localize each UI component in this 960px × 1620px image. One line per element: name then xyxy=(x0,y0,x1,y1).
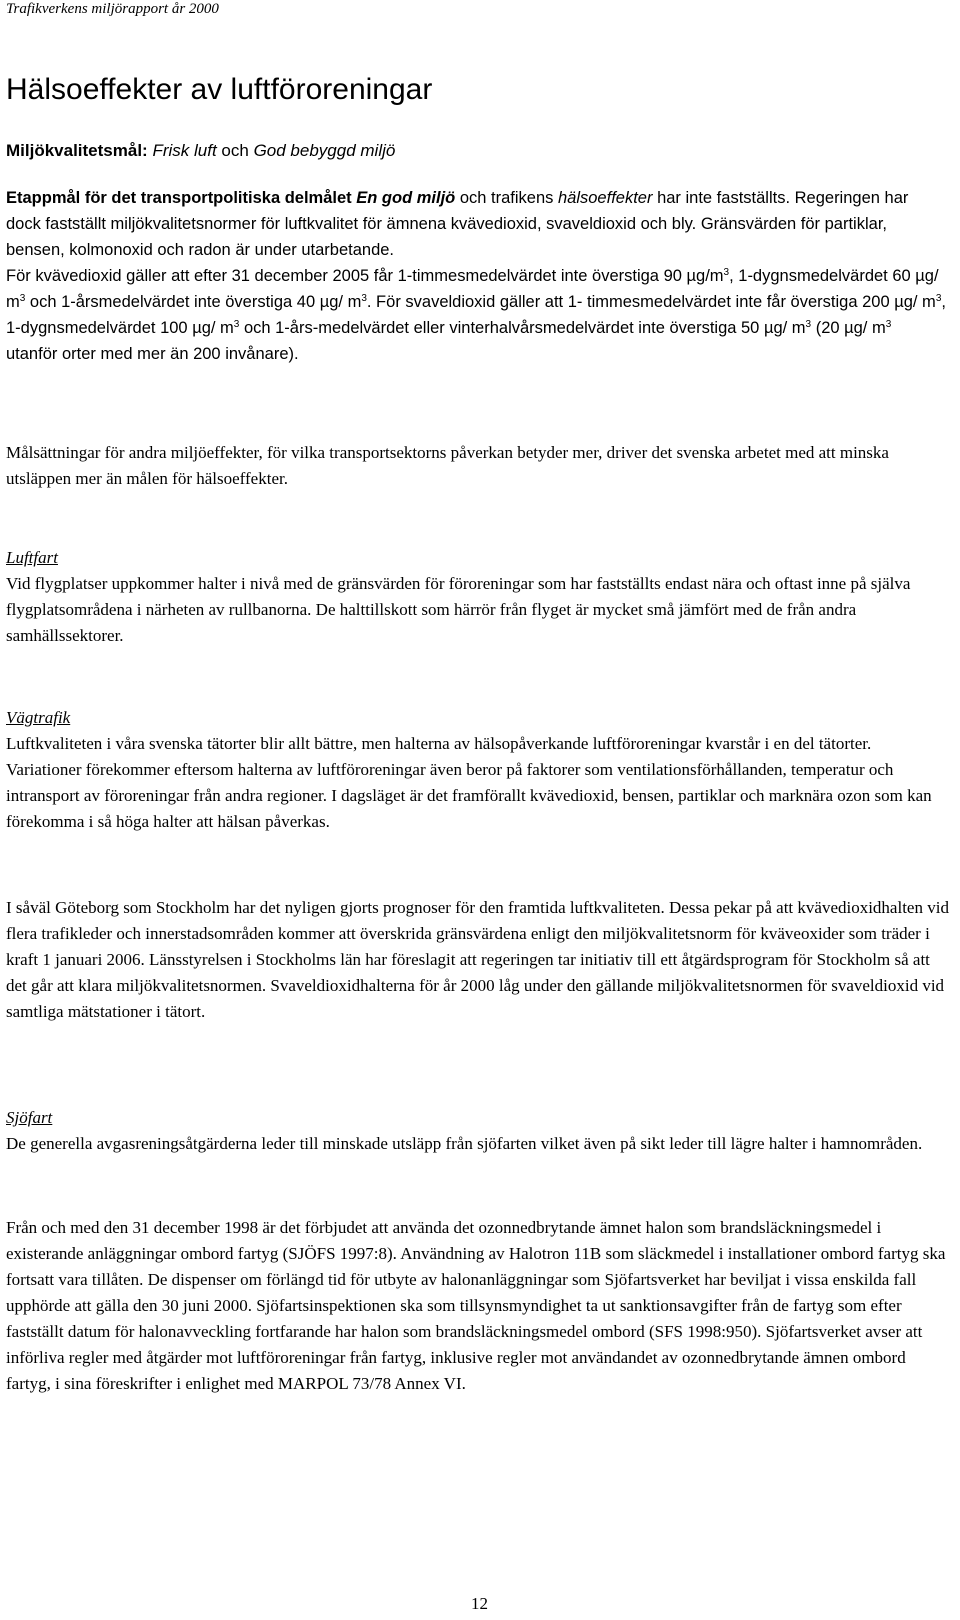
sup-3: 3 xyxy=(935,293,942,304)
limit-text-a: För kvävedioxid gäller att efter 31 december 2005 får 1-timmesmedelvärdet inte överstiga 90 µg/m xyxy=(6,267,724,285)
goal-and: och xyxy=(221,141,249,160)
section-sjofart xyxy=(6,1105,950,1157)
limit-text-c: och 1-årsmedelvärdet inte överstiga 40 µg/ m xyxy=(25,293,362,311)
intro-paragraph-2 xyxy=(6,263,946,367)
sup-3: 3 xyxy=(361,293,367,304)
intro-em-halsoeffekter: hälsoeffekter xyxy=(557,189,653,207)
document-page xyxy=(6,0,954,1620)
limit-text-d: . För svaveldioxid gäller att 1- timmesmedelvärdet inte får överstiga 200 µg/ m xyxy=(366,293,936,311)
intro-em-god-miljo: En god miljö xyxy=(356,189,456,207)
vagtrafik-paragraph-1: Luftkvaliteten i våra svenska tätorter blir allt bättre, men halterna av hälsopåverkande luftföroreningar kvarstår i en del tätorter. Variationer förekommer eftersom halterna av luftföroreningar även beror på faktorer som ventilationsförhållanden, temperatur och intransport av föroreningar från andra regioner. I dagsläget är det framförallt kvävedioxid, bensen, partiklar och marknära ozon som kan förekomma i så höga halter att hälsan påverkas. xyxy=(6,734,932,831)
page-title: Hälsoeffekter av luftföroreningar xyxy=(6,73,433,106)
sup-3: 3 xyxy=(233,319,240,330)
limit-text-f: och 1-års-medelvärdet eller vinterhalvårsmedelvärdet inte överstiga 50 µg/ m xyxy=(239,319,806,337)
intro-bold-label: Etappmål för det transportpolitiska delmålet xyxy=(6,189,352,207)
goal-god-bebyggd-miljo: God bebyggd miljö xyxy=(253,141,396,160)
goal-label: Miljökvalitetsmål: xyxy=(6,141,148,160)
page-number: 12 xyxy=(471,1594,488,1613)
heading-vagtrafik: Vägtrafik xyxy=(6,708,71,727)
limit-text-h: utanför orter med mer än 200 invånare). xyxy=(6,345,299,363)
heading-sjofart: Sjöfart xyxy=(6,1108,53,1127)
goals-paragraph: Målsättningar för andra miljöeffekter, för vilka transportsektorns påverkan betyder mer, driver det svenska arbetet med att minska utsläppen mer än målen för hälsoeffekter. xyxy=(6,443,889,488)
section-luftfart xyxy=(6,545,950,649)
sup-3: 3 xyxy=(885,319,892,330)
sjofart-paragraph-2: Från och med den 31 december 1998 är det förbjudet att använda det ozonnedbrytande ämnet halon som brandsläckningsmedel i existerande anläggningar ombord fartyg (SJÖFS 1997:8). Användning av Halotron 11B som släckmedel i installationer ombord fartyg ska fortsatt vara tillåten. De dispenser om förlängd tid för utbyte av halonanläggningar som Sjöfartsverket har beviljat i vissa enskilda fall upphörde att gälla den 30 juni 2000. Sjöfartsinspektionen ska som tillsynsmyndighet ta ut sanktionsavgifter från de fartyg som efter fastställt datum för halonavveckling fortfarande har halon som brandsläckningsmedel ombord (SFS 1998:950). Sjöfartsverket avser att införliva regler med åtgärder mot luftföroreningar från fartyg, inklusive regler mot användandet av ozonnedbrytande ämnen ombord fartyg, i sina föreskrifter i enlighet med MARPOL 73/78 Annex VI. xyxy=(6,1218,946,1393)
sup-3: 3 xyxy=(805,319,812,330)
sup-3: 3 xyxy=(19,293,26,304)
sjofart-paragraph-1: De generella avgasreningsåtgärderna leder till minskade utsläpp från sjöfarten vilket även på sikt leder till lägre halter i hamnområden. xyxy=(6,1134,923,1153)
intro-section xyxy=(6,185,946,367)
running-head: Trafikverkens miljörapport år 2000 xyxy=(6,1,219,17)
limit-text-e: , 1-dygnsmedelvärdet 100 µg/ m xyxy=(6,293,946,337)
intro-mid: och trafikens xyxy=(459,189,554,207)
goal-frisk-luft: Frisk luft xyxy=(152,141,217,160)
environmental-goal-line xyxy=(6,140,395,162)
limit-text-g: (20 µg/ m xyxy=(811,319,886,337)
section-vagtrafik xyxy=(6,705,950,835)
luftfart-paragraph: Vid flygplatser uppkommer halter i nivå med de gränsvärden för föroreningar som har fastställts endast nära och oftast inne på själva flygplatsområdena i närheten av rullbanorna. De halttillskott som härrör från flyget är mycket små jämfört med de från andra samhällssektorer. xyxy=(6,574,911,645)
sup-3: 3 xyxy=(723,267,730,278)
intro-paragraph-1 xyxy=(6,185,946,263)
heading-luftfart: Luftfart xyxy=(6,548,58,567)
intro-rest: har inte fastställts. Regeringen har dock fastställt miljökvalitetsnormer för luftkvalitet för ämnena kvävedioxid, svaveldioxid och bly. Gränsvärden för partiklar, bensen, kolmonoxid och radon är under utarbetande. xyxy=(6,189,909,259)
limit-text-b: , 1-dygnsmedelvärdet 60 µg/ m xyxy=(6,267,939,311)
vagtrafik-paragraph-2: I såväl Göteborg som Stockholm har det nyligen gjorts prognoser för den framtida luftkvaliteten. Dessa pekar på att kvävedioxidhalten vid flera trafikleder och innerstadsområden kommer att överskrida gränsvärdena enligt den miljökvalitetsnorm för kväveoxider som träder i kraft 1 januari 2006. Länsstyrelsen i Stockholms län har föreslagit att regeringen tar initiativ till ett åtgärdsprogram för Stockholm så att det går att klara miljökvalitetsnormen. Svaveldioxidhalterna för år 2000 låg under den gällande miljökvalitetsnormen för svaveldioxid vid samtliga mätstationer i tätort. xyxy=(6,898,949,1021)
